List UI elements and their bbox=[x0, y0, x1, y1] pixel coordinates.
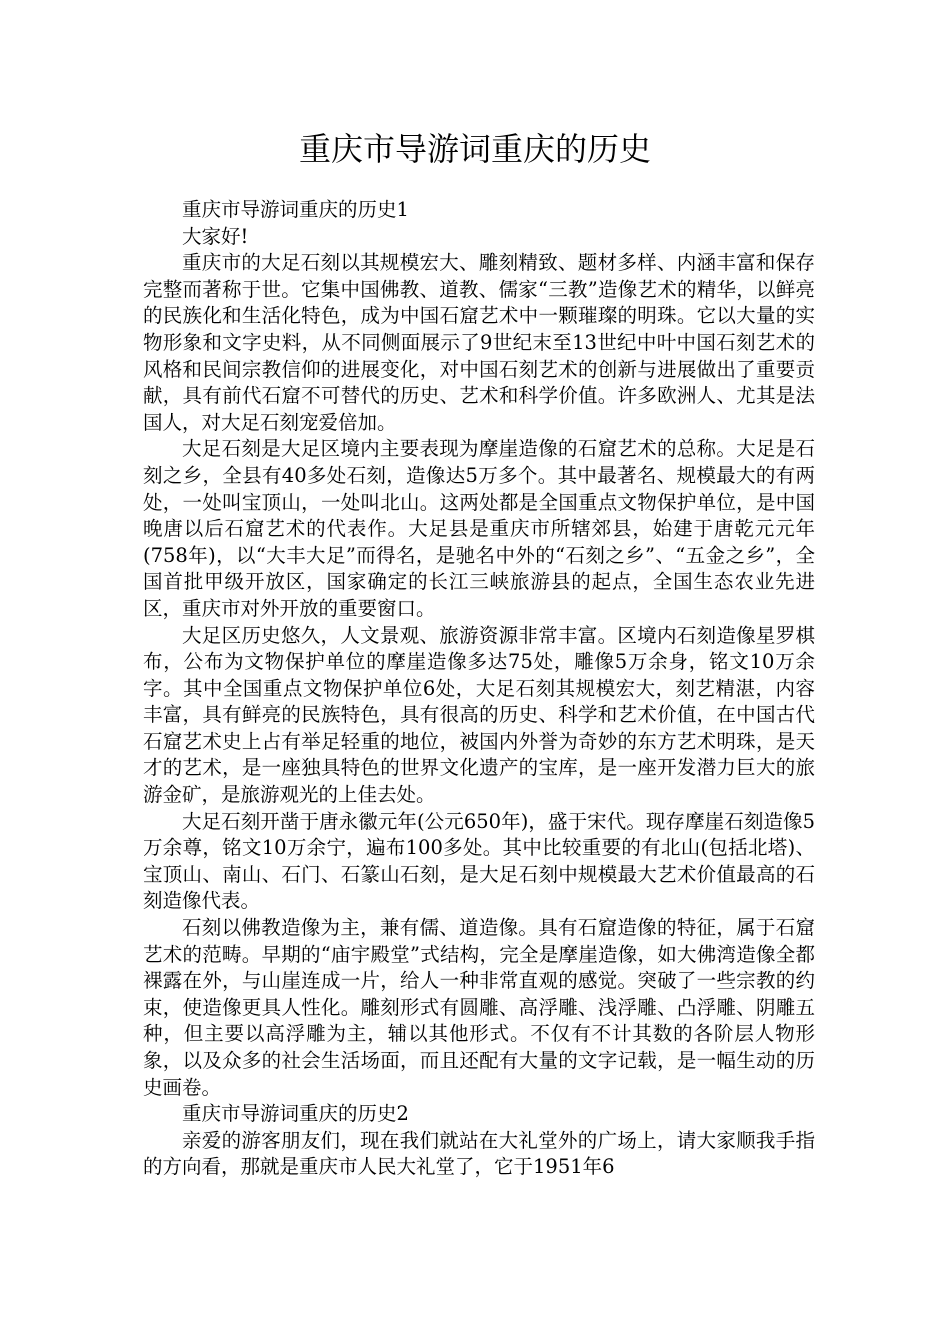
body-paragraph: 石刻以佛教造像为主，兼有儒、道造像。具有石窟造像的特征，属于石窟艺术的范畴。早期的“庙宇殿堂”式结构，完全是摩崖造像，如大佛湾造像全都裸露在外，与山崖连成一片，给人一种非常直观的感觉。突破了一些宗教的约束，使造像更具人性化。雕刻形式有圆雕、高浮雕、浅浮雕、凸浮雕、阴雕五种，但主要以高浮雕为主，辅以其他形式。不仅有不计其数的各阶层人物形象，以及众多的社会生活场面，而且还配有大量的文字记载，是一幅生动的历史画卷。 bbox=[143, 916, 815, 1099]
section-heading: 重庆市导游词重庆的历史2 bbox=[182, 1102, 409, 1126]
section-heading: 重庆市导游词重庆的历史1 bbox=[182, 198, 409, 221]
greeting-line: 大家好! bbox=[182, 224, 249, 248]
body-paragraph: 大足区历史悠久，人文景观、旅游资源非常丰富。区境内石刻造像星罗棋布，公布为文物保护单位的摩崖造像多达75处，雕像5万余身，铭文10万余字。其中全国重点文物保护单位6处，大足石刻其规模宏大，刻艺精湛，内容丰富，具有鲜亮的民族特色，具有很高的历史、科学和艺术价值，在中国古代石窟艺术史上占有举足轻重的地位，被国内外誉为奇妙的东方艺术明珠，是天才的艺术，是一座独具特色的世界文化遗产的宝库，是一座开发潜力巨大的旅游金矿，是旅游观光的上佳去处。 bbox=[143, 623, 815, 807]
body-paragraph: 大足石刻开凿于唐永徽元年(公元650年)，盛于宋代。现存摩崖石刻造像5万余尊，铭文10万余宁，遍布100多处。其中比较重要的有北山(包括北塔)、宝顶山、南山、石门、石篆山石刻，是大足石刻中规模最大艺术价值最高的石刻造像代表。 bbox=[143, 809, 815, 913]
body-paragraph: 大足石刻是大足区境内主要表现为摩崖造像的石窟艺术的总称。大足是石刻之乡，全县有40多处石刻，造像达5万多个。其中最著名、规模最大的有两处，一处叫宝顶山，一处叫北山。这两处都是全国重点文物保护单位，是中国晚唐以后石窟艺术的代表作。大足县是重庆市所辖郊县，始建于唐乾元元年(758年)，以“大丰大足”而得名，是驰名中外的“石刻之乡”、“五金之乡”，全国首批甲级开放区，国家确定的长江三峡旅游县的起点，全国生态农业先进区，重庆市对外开放的重要窗口。 bbox=[143, 437, 815, 620]
body-paragraph: 重庆市的大足石刻以其规模宏大、雕刻精致、题材多样、内涵丰富和保存完整而著称于世。它集中国佛教、道教、儒家“三教”造像艺术的精华，以鲜亮的民族化和生活化特色，成为中国石窟艺术中一颗璀璨的明珠。它以大量的实物形象和文字史料，从不同侧面展示了9世纪末至13世纪中叶中国石刻艺术的风格和民间宗教信仰的进展变化，对中国石刻艺术的创新与进展做出了重要贡献，具有前代石窟不可替代的历史、艺术和科学价值。许多欧洲人、尤其是法国人，对大足石刻宠爱倍加。 bbox=[143, 251, 815, 434]
document-body bbox=[143, 197, 815, 1181]
page-title: 重庆市导游词重庆的历史 bbox=[298, 130, 651, 168]
body-paragraph: 亲爱的游客朋友们，现在我们就站在大礼堂外的广场上，请大家顺我手指的方向看，那就是重庆市人民大礼堂了，它于1951年6 bbox=[143, 1128, 815, 1179]
